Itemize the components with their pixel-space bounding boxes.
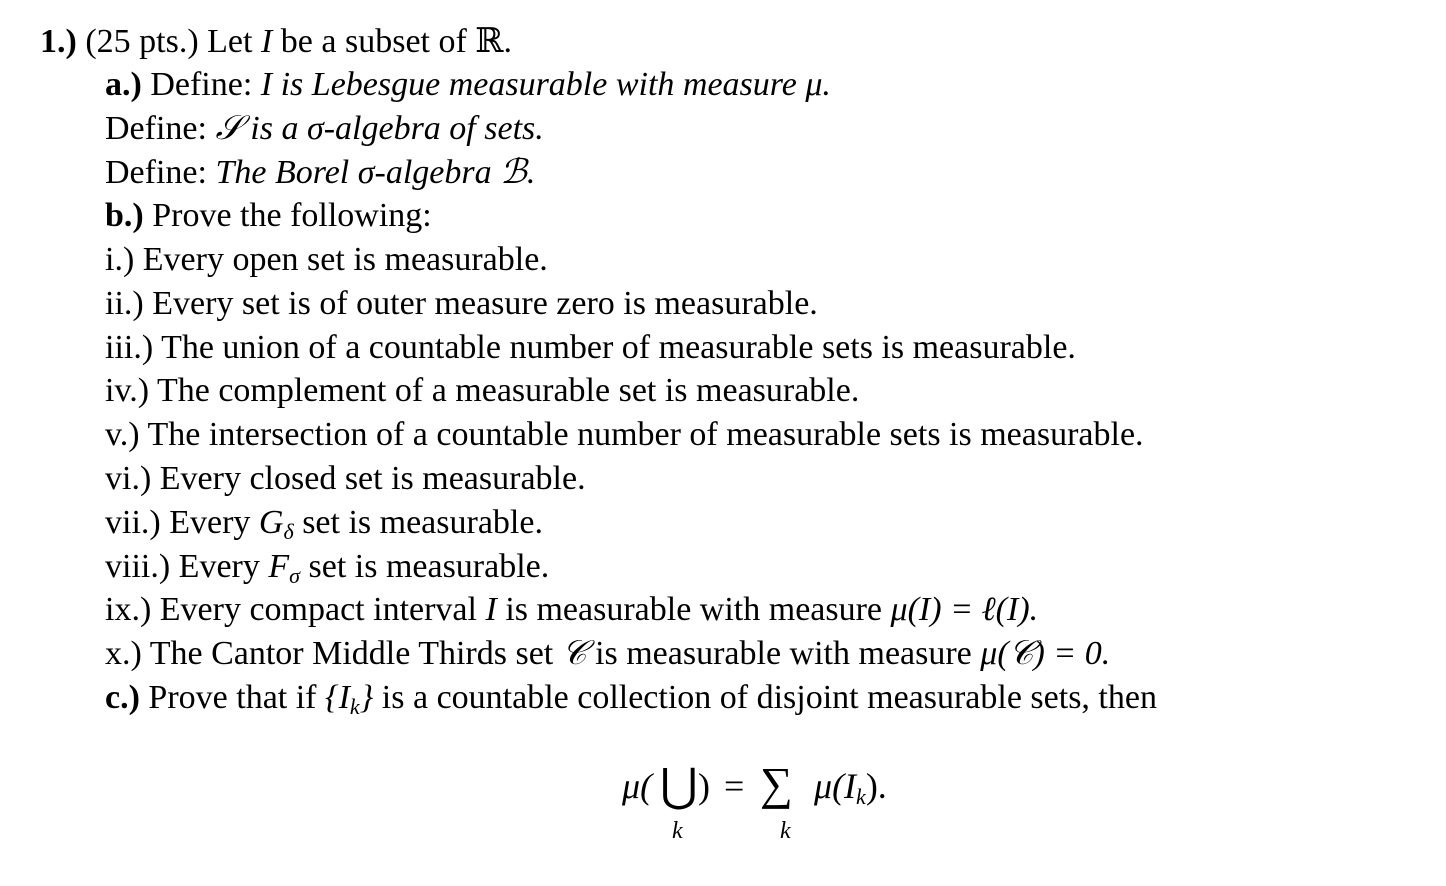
list-item [105,282,818,326]
part-b-text: Prove the following: [152,197,432,234]
set-notation: $\{I_k\}$ [325,679,374,719]
item-var: 𝒞 [561,635,587,672]
union-index: k [672,818,683,844]
define-prefix: Define: [105,110,207,147]
item-number: vii.) [105,504,161,541]
list-item [105,413,1144,457]
define-text: I is Lebesgue measurable with measure μ. [260,66,831,103]
part-c-label: c.) [105,679,140,716]
part-c-text: Prove that if [148,679,317,716]
formula-close: ) [698,766,710,806]
problem-number: 1.) [40,23,77,60]
item-number: iv.) [105,372,150,409]
sum-index: k [780,818,791,844]
list-item [105,588,1038,632]
item-text: The complement of a measurable set is measurable. [156,372,860,409]
item-number: ix.) [105,591,152,628]
problem-intro: Let [207,23,253,60]
list-item [105,632,1110,676]
part-a-label: a.) [105,66,142,103]
item-math: μ(𝒞) = 0. [980,635,1111,672]
item-var: $G_\delta$ [258,504,294,544]
item-text: Every [178,548,260,585]
item-text: The union of a countable number of measurable sets is measurable. [161,329,1076,366]
item-number: x.) [105,635,142,672]
list-item [105,545,549,589]
part-a-define-3 [105,151,535,195]
item-var: $F_\sigma$ [268,548,300,588]
part-b-header [105,194,432,238]
list-item [105,238,548,282]
item-text: Every compact interval [159,591,477,628]
part-c-statement [105,676,1157,720]
list-item [105,369,859,413]
item-number: vi.) [105,460,152,497]
formula-equals: = [724,766,745,806]
item-text: is measurable with measure [595,635,972,672]
define-prefix: Define: [150,66,253,103]
item-text: Every [169,504,251,541]
item-number: i.) [105,241,135,278]
item-text: Every set is of outer measure zero is measurable. [152,285,818,322]
formula-rhs: $\mu(I_k)$. [814,766,887,809]
item-text: set is measurable. [308,548,550,585]
problem-points: (25 pts.) [85,23,199,60]
item-text: The intersection of a countable number of measurable sets is measurable. [147,416,1144,453]
item-number: iii.) [105,329,154,366]
part-a-define-2 [105,107,544,151]
list-item [105,326,1076,370]
list-item [105,501,543,545]
union-symbol: ⋃ [660,760,698,811]
item-number: ii.) [105,285,144,322]
formula-mu-open: μ( [622,766,653,806]
item-var: I [485,591,497,628]
part-a-define-1 [105,63,831,107]
item-number: viii.) [105,548,171,585]
part-c-text: is a countable collection of disjoint measurable sets, then [381,679,1157,716]
define-text: 𝒮 is a σ-algebra of sets. [215,110,544,147]
problem-intro-rest: be a subset of ℝ. [280,23,513,60]
define-prefix: Define: [105,154,207,191]
define-text: The Borel σ-algebra ℬ. [215,154,536,191]
item-text: Every closed set is measurable. [159,460,586,497]
part-b-label: b.) [105,197,144,234]
item-math: μ(I) = ℓ(I). [890,591,1039,628]
item-text: set is measurable. [302,504,543,541]
problem-header [40,20,512,64]
item-text: is measurable with measure [505,591,883,628]
item-text: Every open set is measurable. [142,241,548,278]
list-item [105,457,586,501]
sum-symbol: ∑ [760,758,793,809]
item-number: v.) [105,416,140,453]
problem-intro-var: I [260,23,273,60]
item-text: The Cantor Middle Thirds set [149,635,554,672]
